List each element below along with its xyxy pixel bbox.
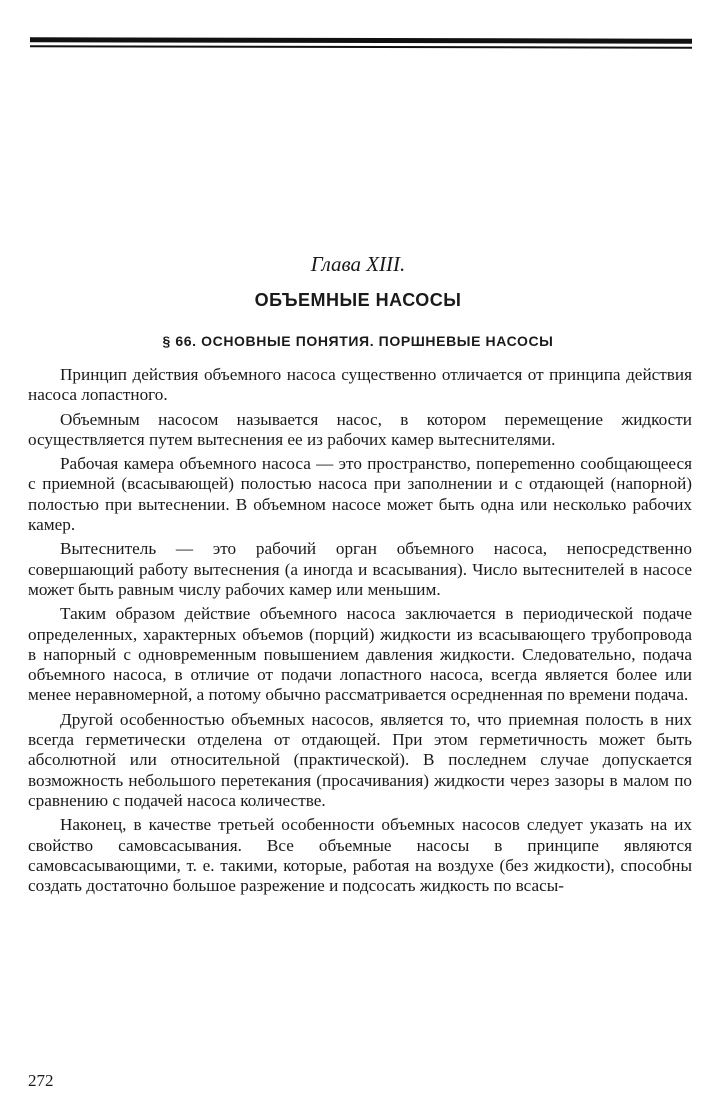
chapter-title: ОБЪЕМНЫЕ НАСОСЫ — [254, 290, 462, 310]
paragraph: Объемным насосом называется насос, в котором перемещение жидкости осуществляется путем вытеснения ее из рабочих камер вытеснителями. — [28, 409, 692, 449]
paragraph: Наконец, в качестве третьей особенности объемных насосов следует указать на их свойство самовсасывания. Все объемные насосы в принципе являются самовсасывающими, т. е. такими, которые, работая на воздухе (без жидкости), способны создать достаточно большое разрежение и подсосать жидкость по всасы- — [28, 815, 692, 896]
header-rule-thin — [30, 45, 692, 48]
paragraph: Рабочая камера объемного насоса — это пространство, попереmенно сообщающееся с приемной (всасывающей) полостью насоса при заполнении и с отдающей (напорной) полостью при вытеснении. В объемном насосе может быть одна или несколько рабочих камер. — [28, 454, 692, 535]
body-text — [28, 365, 692, 900]
paragraph: Принцип действия объемного насоса существенно отличается от принципа действия насоса лопастного. — [28, 365, 692, 405]
chapter-heading: Глава XIII. — [310, 252, 406, 276]
paragraph: Другой особенностью объемных насосов, является то, что приемная полость в них всегда герметически отделена от отдающей. При этом герметичность может быть абсолютной или относительной (практической). В последнем случае допускается возможность небольшого перетекания (просачивания) жидкости через зазоры в малом по сравнению с подачей насоса количестве. — [28, 709, 692, 810]
paragraph: Вытеснитель — это рабочий орган объемного насоса, непосредственно совершающий работу вытеснения (а иногда и всасывания). Число вытеснителей в насосе может быть равным числу рабочих камер или меньшим. — [28, 539, 692, 599]
section-heading: § 66. ОСНОВНЫЕ ПОНЯТИЯ. ПОРШНЕВЫЕ НАСОСЫ — [162, 333, 554, 349]
paragraph: Таким образом действие объемного насоса заключается в периодической подаче определенных, характерных объемов (порций) жидкости из всасывающего трубопровода в напорный с одновременным повышением давления жидкости. Следовательно, подача объемного насоса, в отличие от подачи лопастного насоса, всегда является более или менее неравномерной, а потому обычно рассматривается осредненная по времени подача. — [28, 604, 692, 705]
header-rule-thick — [30, 37, 692, 43]
page-number: 272 — [28, 1071, 54, 1090]
